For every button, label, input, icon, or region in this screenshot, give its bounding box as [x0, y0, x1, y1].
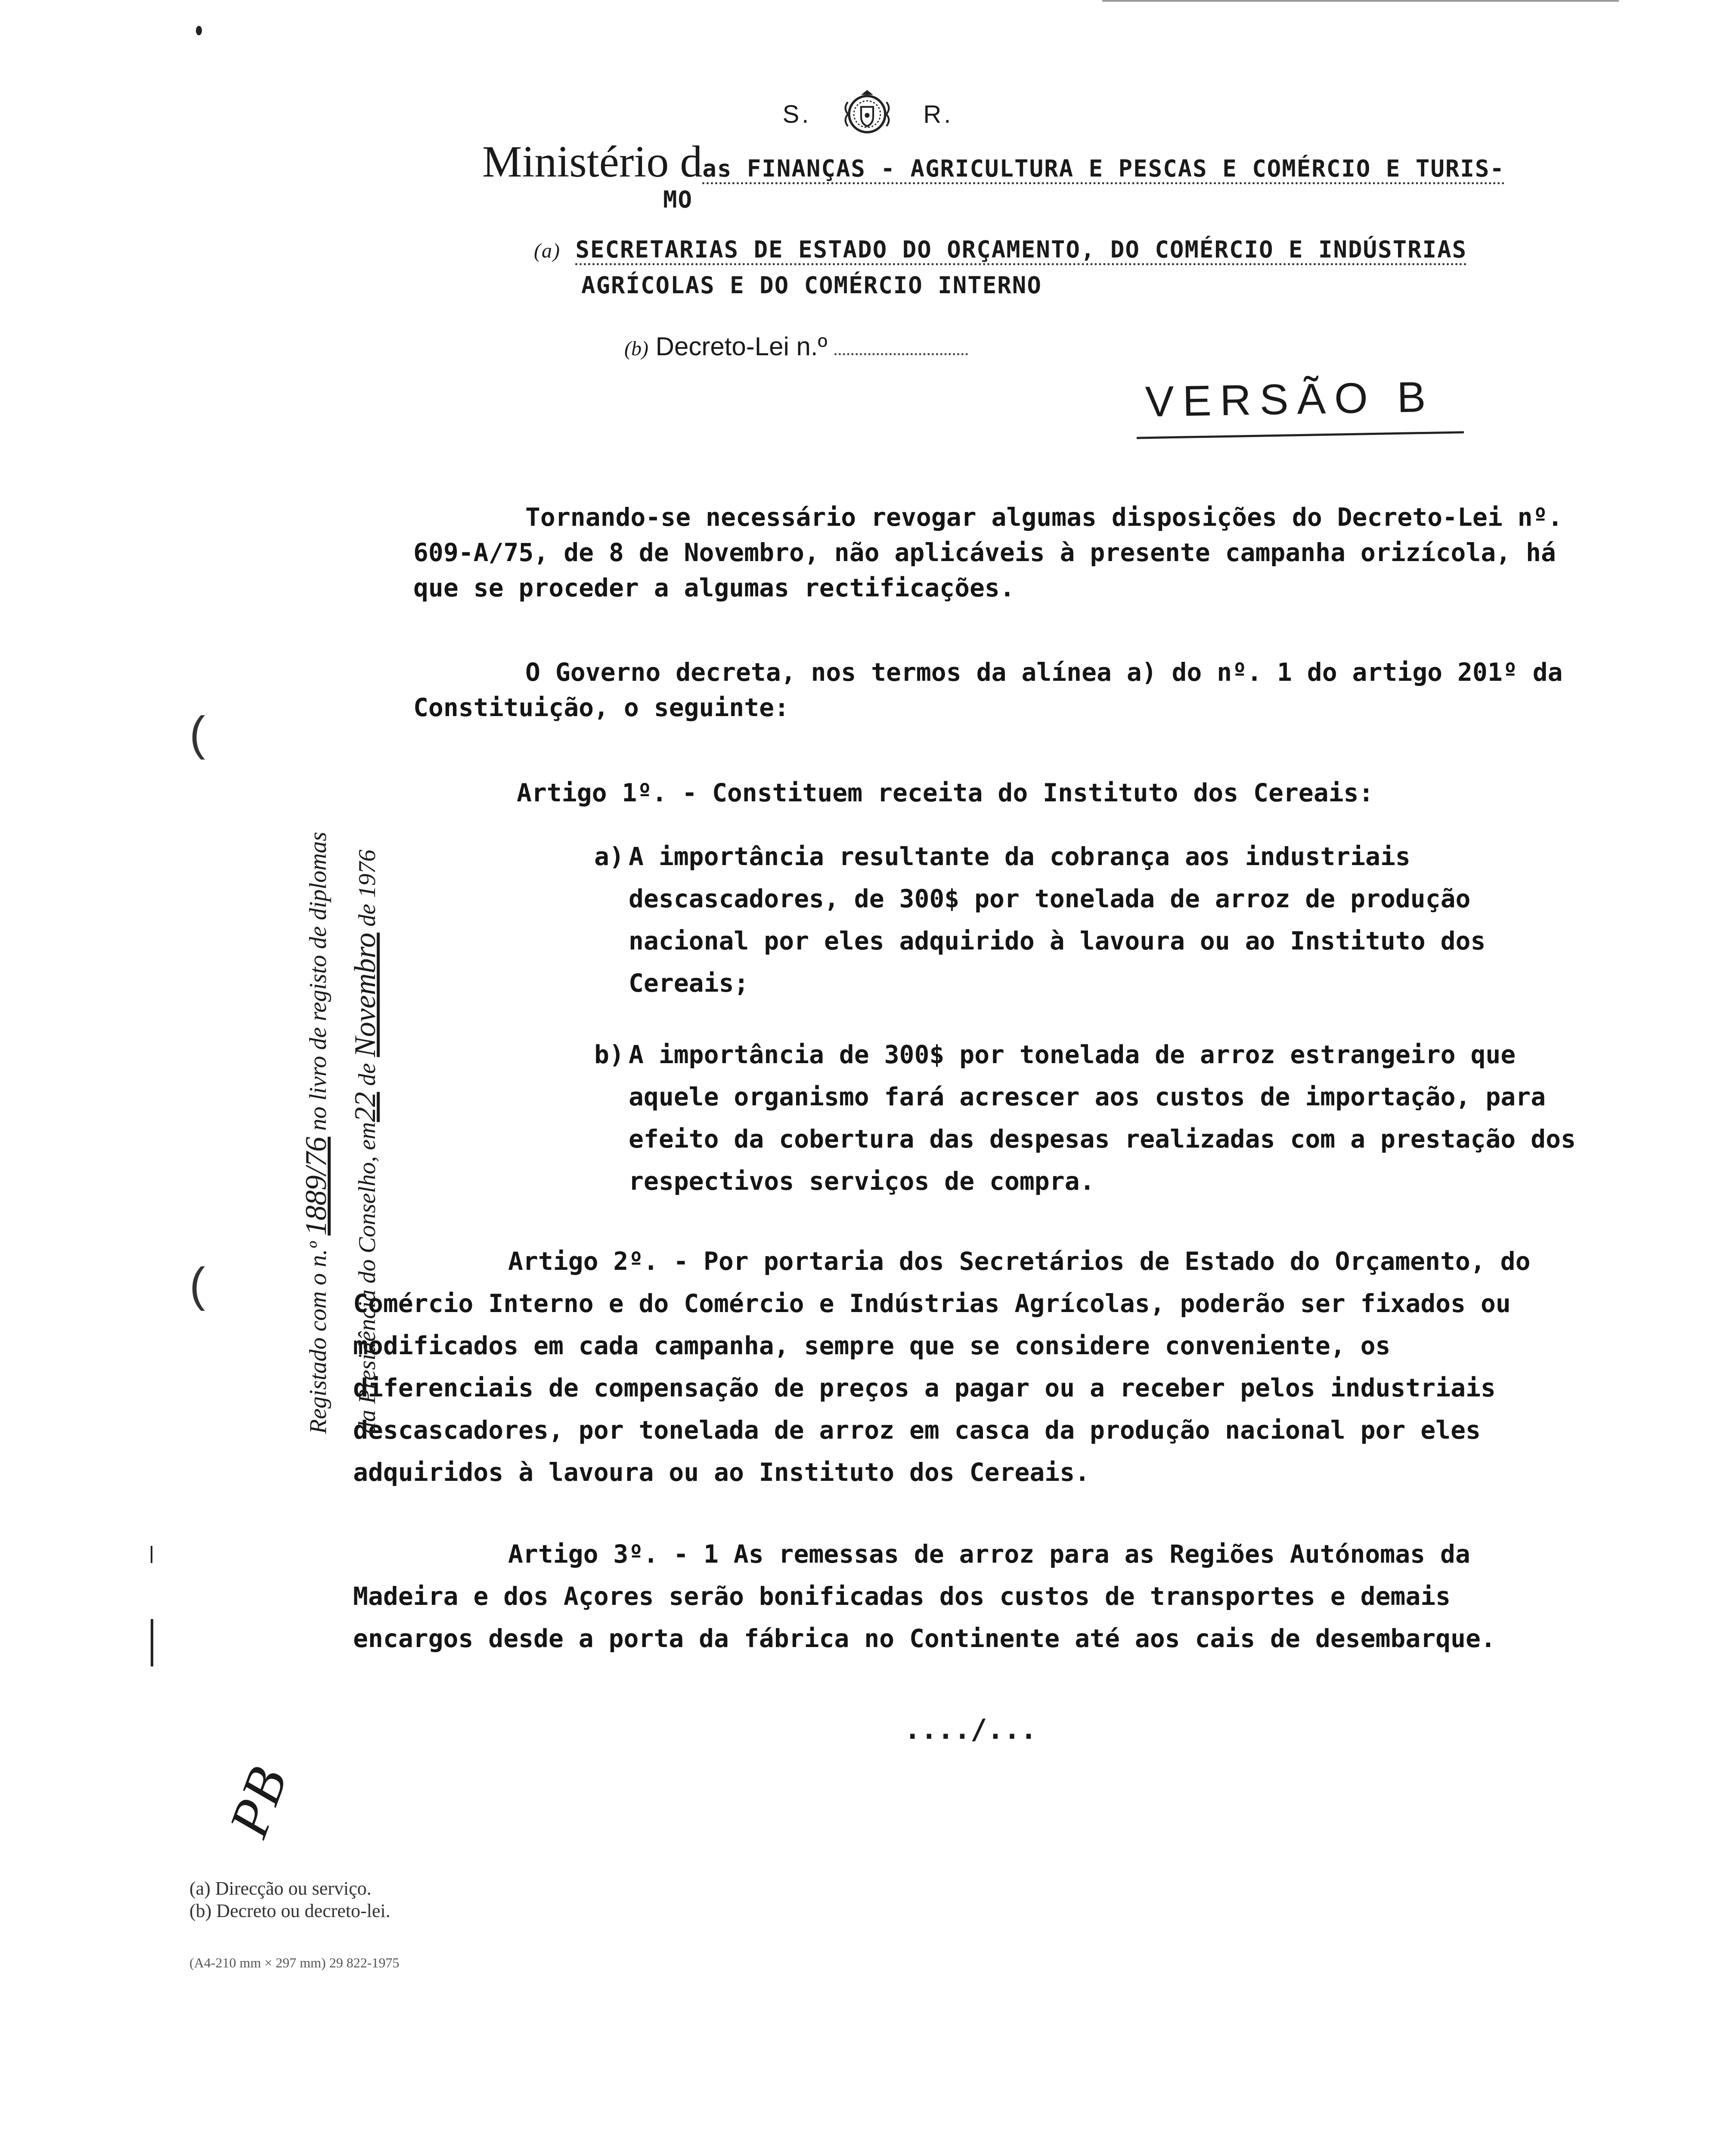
- scan-speck: [196, 26, 202, 35]
- decree-number-line: [624, 332, 968, 361]
- footnote-b: (b) Decreto ou decreto-lei.: [189, 1900, 391, 1921]
- scan-edge-tick: [151, 1546, 152, 1563]
- artigo-2-paragraph: Artigo 2º. - Por portaria dos Secretários de Estado do Orçamento, do Comércio Interno e do Comércio e Indústrias Agrícolas, poderão ser fixados ou modificados em cada campanha, sempre que se considere conveniente, os diferenciais de compensação de preços a pagar ou a receber pelos industriais descascadores, por tonelada de arroz em casca da produção nacional por eles adquiridos à lavoura ou ao Instituto dos Cereais.: [353, 1247, 1531, 1487]
- artigo-1-title: Artigo 1º. - Constituem receita do Instituto dos Cereais:: [517, 778, 1374, 807]
- registration-prefix: Registado com o n.º: [305, 1241, 332, 1434]
- registration-date-prefix: da Presidência do Conselho, em: [354, 1122, 381, 1434]
- letterhead-r: R.: [923, 100, 954, 128]
- ministry-heading: [482, 137, 1602, 215]
- registration-suffix: no livro de registo de diplomas: [305, 831, 332, 1131]
- ministry-name: as FINANÇAS - AGRICULTURA E PESCAS E COMÉRCIO E TURIS-: [702, 155, 1505, 184]
- continuation-mark: ..../...: [904, 1714, 1037, 1746]
- letterhead-s: S.: [782, 100, 812, 128]
- intro-paragraph: Tornando-se necessário revogar algumas disposições do Decreto-Lei nº. 609-A/75, de 8 de Novembro, não aplicáveis à presente campanha orizícola, há que se proceder a algumas rectificações.: [413, 503, 1563, 602]
- coat-of-arms-icon: [837, 84, 897, 144]
- ministry-name-continued: MO: [663, 186, 693, 213]
- registration-date-mid: de: [354, 1063, 381, 1086]
- letterhead: [0, 82, 1736, 146]
- registration-day: 22: [349, 1092, 382, 1122]
- margin-bracket-bottom: (: [189, 1258, 205, 1311]
- form-code: (A4-210 mm × 297 mm) 29 822-1975: [189, 1955, 400, 1970]
- registration-line-1: [293, 702, 342, 1434]
- handwritten-version-note: VERSÃO B: [1145, 372, 1435, 426]
- registration-line-2: [342, 702, 391, 1434]
- registration-margin-note: [293, 702, 388, 1434]
- ministry-word: Ministério d: [482, 137, 703, 186]
- footnote-a: (a) Direcção ou serviço.: [189, 1878, 372, 1899]
- item-b-text: A importância de 300$ por tonelada de arroz estrangeiro que aquele organismo fará acrescer aos custos de importação, para efeito da cobertura das despesas realizadas com a prestação dos respectivos serviços de compra.: [629, 1040, 1576, 1196]
- registration-year: de 1976: [354, 849, 381, 927]
- decree-number-blank: [834, 353, 968, 355]
- decree-label: Decreto-Lei n.º: [655, 332, 828, 361]
- footnotes: [189, 1877, 391, 1922]
- artigo-1-item-a: [594, 835, 1576, 1004]
- handwritten-initials: PB: [217, 1759, 299, 1845]
- secretarias-heading: [534, 233, 1610, 303]
- scan-edge-tick: [151, 1619, 153, 1666]
- footnote-marker-b: (b): [624, 337, 648, 360]
- footnote-marker-a: (a): [534, 239, 561, 262]
- registration-month: Novembro: [349, 932, 382, 1057]
- secretarias-line-1: SECRETARIAS DE ESTADO DO ORÇAMENTO, DO COMÉRCIO E INDÚSTRIAS: [575, 236, 1467, 265]
- item-a-label: a): [594, 842, 624, 871]
- secretarias-line-2: AGRÍCOLAS E DO COMÉRCIO INTERNO: [581, 272, 1042, 299]
- governo-paragraph: O Governo decreta, nos termos da alínea a) do nº. 1 do artigo 201º da Constituição, o seguinte:: [413, 658, 1563, 722]
- artigo-1-item-b: [594, 1033, 1576, 1202]
- artigo-3-paragraph: Artigo 3º. - 1 As remessas de arroz para as Regiões Autónomas da Madeira e dos Açores serão bonificadas dos custos de transportes e demais encargos desde a porta da fábrica no Continente até aos cais de desembarque.: [353, 1539, 1496, 1653]
- item-b-label: b): [594, 1040, 624, 1069]
- scan-edge-line: [1102, 0, 1619, 2]
- version-underline: [1137, 431, 1464, 439]
- margin-bracket-top: (: [189, 707, 205, 760]
- item-a-text: A importância resultante da cobrança aos industriais descascadores, de 300$ por tonelada de arroz de produção nacional por eles adquirido à lavoura ou ao Instituto dos Cereais;: [629, 842, 1486, 998]
- registration-number: 1889/76: [300, 1136, 333, 1236]
